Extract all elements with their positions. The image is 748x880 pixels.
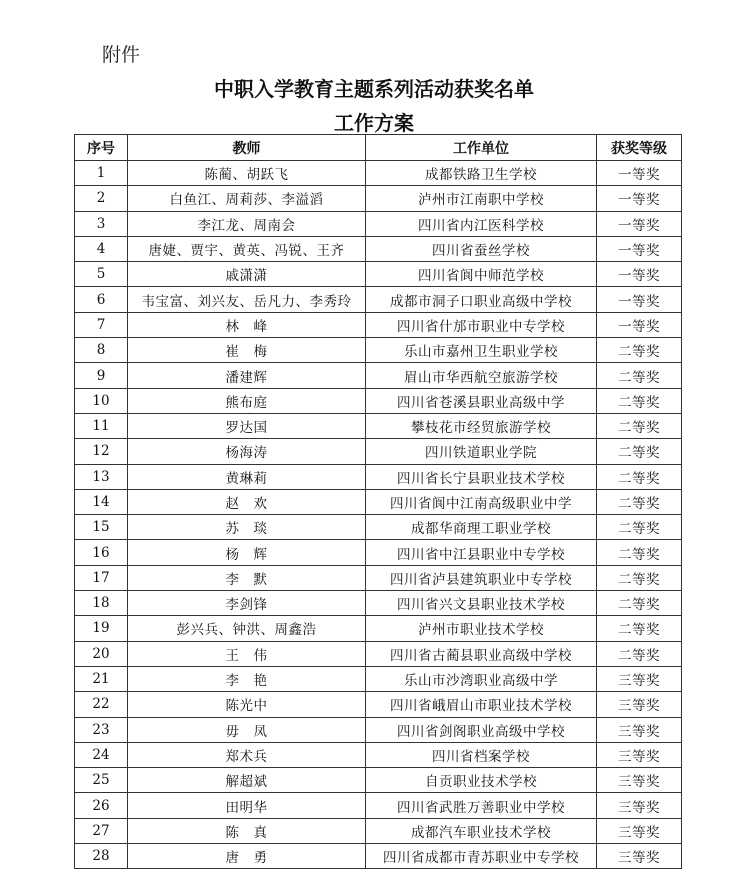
teacher-cell: 王 伟 [128,641,366,666]
work-unit-cell: 成都华商理工职业学校 [366,515,597,540]
teacher-cell: 田明华 [128,793,366,818]
work-unit-cell: 四川省苍溪县职业高级中学 [366,388,597,413]
work-unit-cell: 四川省兴文县职业技术学校 [366,591,597,616]
table-row [75,616,682,641]
column-header-unit: 工作单位 [366,135,597,161]
work-unit-cell: 攀枝花市经贸旅游学校 [366,413,597,438]
attachment-label: 附件 [102,44,141,66]
award-level-cell: 三等奖 [597,742,682,767]
teacher-cell: 李剑锋 [128,591,366,616]
work-unit-cell: 四川省峨眉山市职业技术学校 [366,692,597,717]
teacher-cell: 杨海涛 [128,439,366,464]
award-level-cell: 二等奖 [597,591,682,616]
work-unit-cell: 四川省古蔺县职业高级中学校 [366,641,597,666]
teacher-cell: 李江龙、周南会 [128,211,366,236]
work-unit-cell: 四川省长宁县职业技术学校 [366,464,597,489]
award-level-cell: 三等奖 [597,768,682,793]
award-level-cell: 二等奖 [597,489,682,514]
table-row [75,565,682,590]
work-unit-cell: 四川省中江县职业中专学校 [366,540,597,565]
table-row [75,666,682,691]
work-unit-cell: 四川省泸县建筑职业中专学校 [366,565,597,590]
teacher-cell: 韦宝富、刘兴友、岳凡力、李秀玲 [128,287,366,312]
row-number-cell: 27 [75,818,128,843]
row-number-cell: 3 [75,211,128,236]
award-level-cell: 二等奖 [597,515,682,540]
row-number-cell: 8 [75,338,128,363]
work-unit-cell: 四川省蚕丝学校 [366,236,597,261]
teacher-cell: 林 峰 [128,312,366,337]
document-title: 中职入学教育主题系列活动获奖名单 [214,77,534,101]
teacher-cell: 陈 真 [128,818,366,843]
table-row [75,641,682,666]
row-number-cell: 20 [75,641,128,666]
table-row [75,793,682,818]
teacher-cell: 潘建辉 [128,363,366,388]
teacher-cell: 陈蔺、胡跃飞 [128,161,366,186]
award-level-cell: 三等奖 [597,717,682,742]
table-row [75,211,682,236]
row-number-cell: 9 [75,363,128,388]
table-row [75,515,682,540]
row-number-cell: 4 [75,236,128,261]
award-level-cell: 二等奖 [597,363,682,388]
table-row [75,844,682,869]
row-number-cell: 1 [75,161,128,186]
table-row [75,312,682,337]
teacher-cell: 李 艳 [128,666,366,691]
award-level-cell: 一等奖 [597,236,682,261]
teacher-cell: 赵 欢 [128,489,366,514]
award-table [74,134,682,869]
table-row [75,186,682,211]
work-unit-cell: 自贡职业技术学校 [366,768,597,793]
row-number-cell: 11 [75,413,128,438]
work-unit-cell: 四川省内江医科学校 [366,211,597,236]
table-header-row [75,135,682,161]
award-level-cell: 二等奖 [597,439,682,464]
teacher-cell: 李 默 [128,565,366,590]
award-level-cell: 三等奖 [597,666,682,691]
award-level-cell: 二等奖 [597,540,682,565]
teacher-cell: 白鱼江、周莉莎、李溢滔 [128,186,366,211]
table-row [75,540,682,565]
teacher-cell: 戚潇潇 [128,262,366,287]
table-row [75,591,682,616]
teacher-cell: 黄琳莉 [128,464,366,489]
row-number-cell: 6 [75,287,128,312]
work-unit-cell: 四川省成都市青苏职业中专学校 [366,844,597,869]
award-level-cell: 一等奖 [597,287,682,312]
work-unit-cell: 四川铁道职业学院 [366,439,597,464]
row-number-cell: 10 [75,388,128,413]
teacher-cell: 唐 勇 [128,844,366,869]
row-number-cell: 15 [75,515,128,540]
table-row [75,489,682,514]
award-level-cell: 二等奖 [597,641,682,666]
teacher-cell: 杨 辉 [128,540,366,565]
work-unit-cell: 泸州市职业技术学校 [366,616,597,641]
teacher-cell: 熊布庭 [128,388,366,413]
award-level-cell: 一等奖 [597,312,682,337]
teacher-cell: 郑术兵 [128,742,366,767]
table-row [75,413,682,438]
award-level-cell: 二等奖 [597,388,682,413]
table-row [75,363,682,388]
row-number-cell: 17 [75,565,128,590]
row-number-cell: 18 [75,591,128,616]
award-level-cell: 一等奖 [597,211,682,236]
column-header-teacher: 教师 [128,135,366,161]
work-unit-cell: 四川省武胜万善职业中学校 [366,793,597,818]
award-level-cell: 二等奖 [597,565,682,590]
work-unit-cell: 四川省剑阁职业高级中学校 [366,717,597,742]
work-unit-cell: 四川省档案学校 [366,742,597,767]
document-subtitle: 工作方案 [334,111,414,135]
teacher-cell: 彭兴兵、钟洪、周鑫浩 [128,616,366,641]
row-number-cell: 7 [75,312,128,337]
row-number-cell: 12 [75,439,128,464]
work-unit-cell: 成都汽车职业技术学校 [366,818,597,843]
table-row [75,262,682,287]
award-level-cell: 二等奖 [597,616,682,641]
teacher-cell: 罗达国 [128,413,366,438]
table-row [75,464,682,489]
row-number-cell: 21 [75,666,128,691]
work-unit-cell: 乐山市嘉州卫生职业学校 [366,338,597,363]
teacher-cell: 唐婕、贾宇、黄英、冯锐、王齐 [128,236,366,261]
table-row [75,161,682,186]
column-header-award: 获奖等级 [597,135,682,161]
row-number-cell: 16 [75,540,128,565]
table-row [75,768,682,793]
row-number-cell: 22 [75,692,128,717]
teacher-cell: 苏 琰 [128,515,366,540]
row-number-cell: 23 [75,717,128,742]
award-level-cell: 一等奖 [597,161,682,186]
table-row [75,388,682,413]
work-unit-cell: 乐山市沙湾职业高级中学 [366,666,597,691]
row-number-cell: 19 [75,616,128,641]
row-number-cell: 25 [75,768,128,793]
row-number-cell: 2 [75,186,128,211]
award-level-cell: 三等奖 [597,844,682,869]
row-number-cell: 26 [75,793,128,818]
row-number-cell: 28 [75,844,128,869]
award-level-cell: 二等奖 [597,413,682,438]
teacher-cell: 解超斌 [128,768,366,793]
row-number-cell: 14 [75,489,128,514]
teacher-cell: 陈光中 [128,692,366,717]
award-level-cell: 二等奖 [597,464,682,489]
award-level-cell: 二等奖 [597,338,682,363]
work-unit-cell: 四川省阆中江南高级职业中学 [366,489,597,514]
row-number-cell: 13 [75,464,128,489]
award-level-cell: 一等奖 [597,186,682,211]
table-row [75,236,682,261]
table-row [75,818,682,843]
work-unit-cell: 四川省什邡市职业中专学校 [366,312,597,337]
row-number-cell: 24 [75,742,128,767]
row-number-cell: 5 [75,262,128,287]
table-row [75,287,682,312]
award-level-cell: 三等奖 [597,818,682,843]
table-body [75,161,682,869]
table-row [75,717,682,742]
award-level-cell: 三等奖 [597,793,682,818]
table-row [75,692,682,717]
table-row [75,742,682,767]
teacher-cell: 崔 梅 [128,338,366,363]
table-row [75,338,682,363]
work-unit-cell: 成都铁路卫生学校 [366,161,597,186]
work-unit-cell: 成都市洞子口职业高级中学校 [366,287,597,312]
work-unit-cell: 眉山市华西航空旅游学校 [366,363,597,388]
work-unit-cell: 泸州市江南职中学校 [366,186,597,211]
award-level-cell: 一等奖 [597,262,682,287]
column-header-number: 序号 [75,135,128,161]
work-unit-cell: 四川省阆中师范学校 [366,262,597,287]
award-level-cell: 三等奖 [597,692,682,717]
table-row [75,439,682,464]
teacher-cell: 毋 凤 [128,717,366,742]
